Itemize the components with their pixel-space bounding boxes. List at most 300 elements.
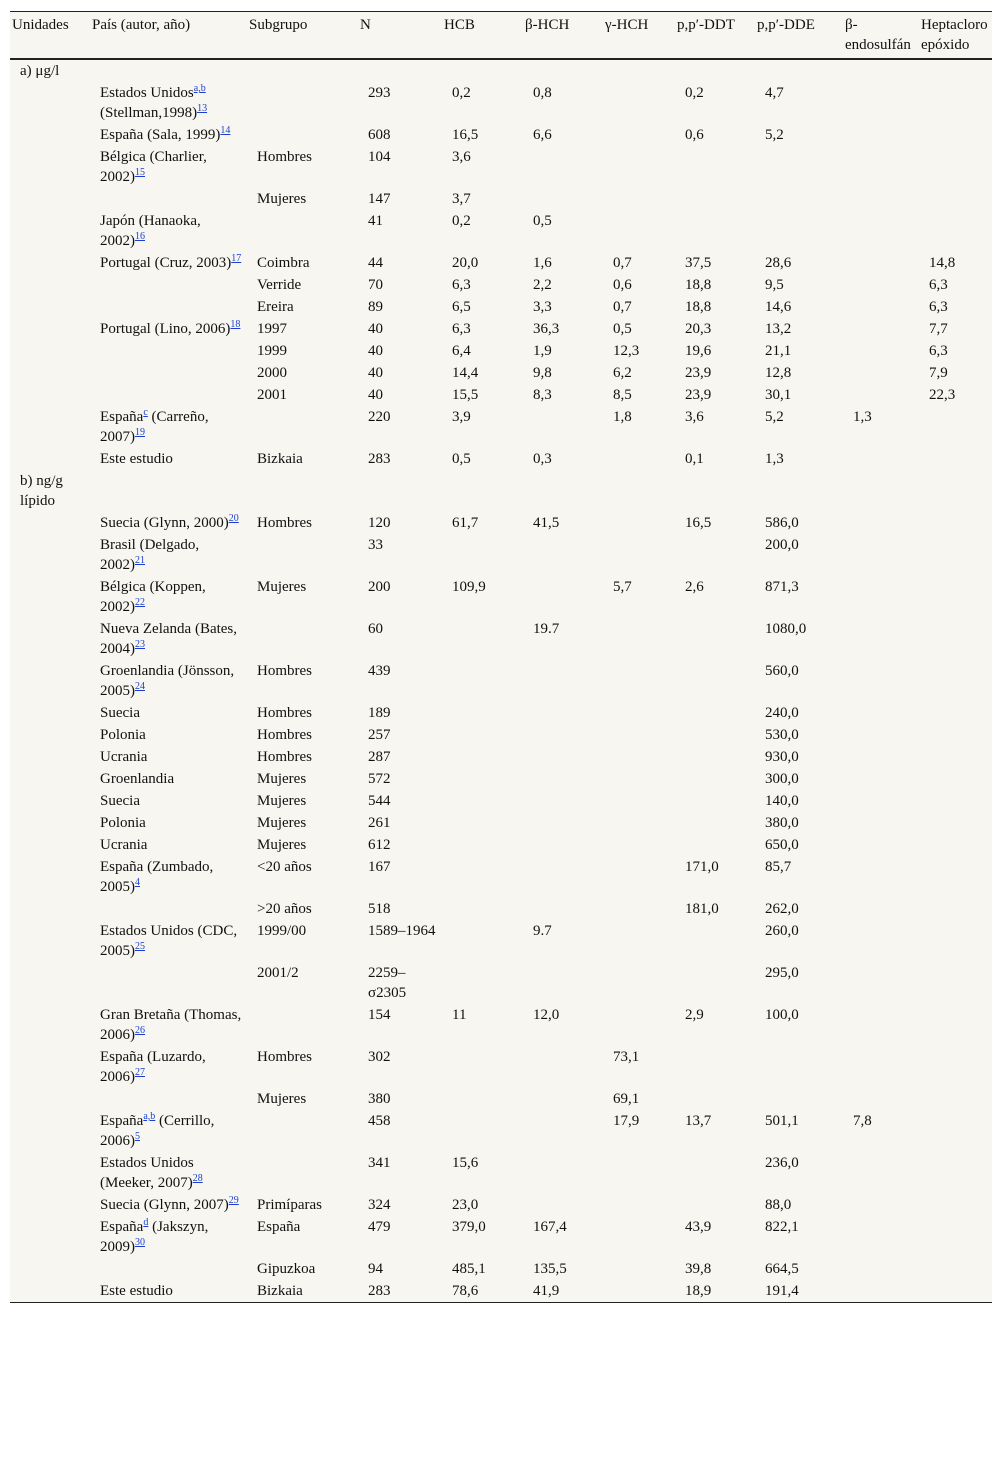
country-cell — [90, 82, 247, 124]
table-row — [10, 702, 992, 724]
subgroup-cell: 1999/00 — [257, 923, 307, 939]
ddt-cell — [675, 660, 755, 702]
ddt-cell — [675, 702, 755, 724]
dde-cell: 85,7 — [765, 859, 792, 875]
ddt-cell: 3,6 — [685, 409, 704, 425]
dde-cell — [755, 188, 843, 210]
ddt-cell: 19,6 — [685, 343, 712, 359]
heptacloro-cell — [919, 82, 992, 124]
subgroup-cell — [247, 406, 358, 448]
ddt-cell — [675, 724, 755, 746]
ddt-cell — [675, 920, 755, 962]
country-citation-text: (Stellman,1998) — [100, 105, 198, 121]
hcb-cell — [442, 660, 523, 702]
ddt-cell — [675, 210, 755, 252]
subgroup-cell — [247, 534, 358, 576]
country-cell — [90, 274, 247, 296]
bhch-cell — [523, 1046, 603, 1088]
country-text: España (Zumbado, 2005) — [100, 859, 214, 895]
unit-cell — [10, 1046, 90, 1088]
country-cell — [90, 898, 247, 920]
table-row — [10, 576, 992, 618]
bhch-cell: 0,3 — [533, 451, 552, 467]
country-cell — [90, 834, 247, 856]
table-row — [10, 318, 992, 340]
country-text: Brasil (Delgado, 2002) — [100, 537, 200, 573]
endosulfan-cell — [843, 274, 919, 296]
ghch-cell — [603, 812, 675, 834]
ghch-cell — [603, 856, 675, 898]
country-cell — [90, 790, 247, 812]
ddt-cell — [675, 1046, 755, 1088]
dde-cell: 5,2 — [765, 409, 784, 425]
dde-cell: 586,0 — [765, 515, 799, 531]
endosulfan-cell — [843, 296, 919, 318]
ddt-cell — [675, 790, 755, 812]
hcb-cell: 485,1 — [452, 1261, 486, 1277]
ghch-cell — [603, 59, 675, 82]
table-row — [10, 768, 992, 790]
hcb-cell — [442, 470, 523, 512]
data-table-container — [10, 11, 992, 1303]
country-cell — [90, 362, 247, 384]
dde-cell — [755, 59, 843, 82]
subgroup-cell: Mujeres — [257, 771, 307, 787]
endosulfan-cell — [843, 1088, 919, 1110]
ddt-cell — [675, 188, 755, 210]
hcb-cell — [442, 59, 523, 82]
reference-link[interactable]: 17 — [231, 253, 242, 264]
n-cell: 608 — [368, 127, 391, 143]
ghch-cell — [603, 1004, 675, 1046]
dde-cell: 236,0 — [765, 1155, 799, 1171]
country-cell — [90, 59, 247, 82]
ddt-cell: 18,9 — [685, 1283, 712, 1299]
heptacloro-cell: 6,3 — [929, 277, 948, 293]
reference-link[interactable]: 16 — [135, 231, 145, 242]
dde-cell: 28,6 — [765, 255, 792, 271]
unit-cell — [10, 702, 90, 724]
country-text: Bélgica (Charlier, 2002) — [100, 149, 207, 185]
subgroup-cell: Coimbra — [257, 255, 310, 271]
header-endosulfan: β-endosulfán — [845, 17, 911, 53]
table-row — [10, 210, 992, 252]
ddt-cell — [675, 768, 755, 790]
hcb-cell: 3,6 — [452, 149, 471, 165]
heptacloro-cell — [919, 576, 992, 618]
unit-cell — [10, 82, 90, 124]
reference-link[interactable]: 15 — [135, 167, 145, 178]
endosulfan-cell — [843, 660, 919, 702]
n-cell: 324 — [368, 1197, 391, 1213]
ddt-cell: 16,5 — [685, 515, 712, 531]
subgroup-cell: 1999 — [257, 343, 287, 359]
country-cell — [90, 1152, 247, 1194]
n-cell: 544 — [368, 793, 391, 809]
country-cell — [90, 512, 247, 534]
subgroup-cell: 1997 — [257, 321, 287, 337]
subgroup-cell: Hombres — [257, 663, 312, 679]
table-row — [10, 1194, 992, 1216]
country-cell — [90, 406, 247, 448]
reference-link[interactable]: 20 — [228, 513, 239, 524]
country-cell — [90, 1258, 247, 1280]
n-cell: 94 — [368, 1261, 383, 1277]
reference-link[interactable]: 25 — [135, 941, 145, 952]
ddt-cell — [675, 812, 755, 834]
ghch-cell: 1,8 — [613, 409, 632, 425]
subgroup-cell: Mujeres — [257, 793, 307, 809]
bhch-cell: 12,0 — [533, 1007, 560, 1023]
bhch-cell — [523, 768, 603, 790]
ddt-cell — [675, 1152, 755, 1194]
subgroup-cell: Bizkaia — [257, 1283, 303, 1299]
country-text: España — [100, 409, 144, 425]
table-row — [10, 1004, 992, 1046]
dde-cell: 300,0 — [765, 771, 799, 787]
reference-link[interactable]: 23 — [135, 639, 145, 650]
unit-cell — [10, 406, 90, 448]
reference-link[interactable]: 4 — [135, 877, 140, 888]
heptacloro-cell — [919, 210, 992, 252]
unit-cell — [10, 188, 90, 210]
dde-cell — [755, 146, 843, 188]
heptacloro-cell — [919, 534, 992, 576]
endosulfan-cell — [843, 1046, 919, 1088]
footnote-link[interactable]: c — [143, 407, 148, 418]
table-row — [10, 406, 992, 448]
dde-cell: 13,2 — [765, 321, 792, 337]
endosulfan-cell — [843, 512, 919, 534]
table-row — [10, 1152, 992, 1194]
endosulfan-cell — [843, 82, 919, 124]
unit-cell — [10, 296, 90, 318]
bhch-cell — [523, 534, 603, 576]
ghch-cell — [603, 512, 675, 534]
dde-cell: 200,0 — [765, 537, 799, 553]
heptacloro-cell — [919, 1152, 992, 1194]
ghch-cell — [603, 746, 675, 768]
ghch-cell — [603, 724, 675, 746]
header-unidades: Unidades — [12, 17, 69, 33]
n-cell: 261 — [368, 815, 391, 831]
endosulfan-cell — [843, 534, 919, 576]
hcb-cell — [442, 534, 523, 576]
hcb-cell: 61,7 — [452, 515, 479, 531]
endosulfan-cell: 1,3 — [853, 409, 872, 425]
country-cell — [90, 448, 247, 470]
table-row — [10, 834, 992, 856]
n-cell: 167 — [368, 859, 391, 875]
dde-cell: 501,1 — [765, 1113, 799, 1129]
unit-cell — [10, 660, 90, 702]
table-row — [10, 470, 992, 512]
dde-cell: 664,5 — [765, 1261, 799, 1277]
unit-cell — [10, 146, 90, 188]
heptacloro-cell — [919, 746, 992, 768]
heptacloro-cell — [919, 1258, 992, 1280]
header-dde: p,p′-DDE — [757, 17, 815, 33]
hcb-cell: 0,5 — [452, 451, 471, 467]
hcb-cell: 15,5 — [452, 387, 479, 403]
n-cell: 89 — [368, 299, 383, 315]
country-cell — [90, 1088, 247, 1110]
country-text: Estados Unidos (Meeker, 2007) — [100, 1155, 194, 1191]
bhch-cell — [523, 1088, 603, 1110]
heptacloro-cell: 7,9 — [929, 365, 948, 381]
subgroup-cell: Hombres — [257, 1049, 312, 1065]
unit-cell — [10, 318, 90, 340]
ghch-cell — [603, 660, 675, 702]
ghch-cell — [603, 790, 675, 812]
unit-cell — [10, 1216, 90, 1258]
country-text: Nueva Zelanda (Bates, 2004) — [100, 621, 238, 657]
country-cell — [90, 660, 247, 702]
table-row — [10, 618, 992, 660]
subgroup-cell: Mujeres — [257, 837, 307, 853]
bhch-cell: 135,5 — [533, 1261, 567, 1277]
dde-cell: 262,0 — [765, 901, 799, 917]
bhch-cell: 3,3 — [533, 299, 552, 315]
heptacloro-cell — [919, 146, 992, 188]
country-text: Estados Unidos — [100, 85, 194, 101]
table-row — [10, 534, 992, 576]
header-n: N — [360, 17, 371, 33]
ghch-cell — [603, 702, 675, 724]
unit-cell — [10, 1004, 90, 1046]
country-cell — [90, 576, 247, 618]
unit-cell: a) μg/l — [20, 63, 60, 79]
reference-link[interactable]: 19 — [135, 427, 145, 438]
heptacloro-cell — [919, 1216, 992, 1258]
bhch-cell: 8,3 — [533, 387, 552, 403]
table-body — [10, 59, 992, 1303]
country-cell — [90, 146, 247, 188]
subgroup-cell: Hombres — [257, 515, 312, 531]
ddt-cell: 2,6 — [685, 579, 704, 595]
unit-cell — [10, 1280, 90, 1303]
subgroup-cell: 2001 — [257, 387, 287, 403]
country-text: Polonia — [100, 727, 146, 743]
endosulfan-cell — [843, 962, 919, 1004]
n-cell: 220 — [368, 409, 391, 425]
hcb-cell — [442, 812, 523, 834]
n-cell: 154 — [368, 1007, 391, 1023]
table-row — [10, 962, 992, 1004]
dde-cell: 380,0 — [765, 815, 799, 831]
heptacloro-cell — [919, 448, 992, 470]
unit-cell — [10, 618, 90, 660]
table-row — [10, 898, 992, 920]
ghch-cell: 0,6 — [613, 277, 632, 293]
footnote-link[interactable]: d — [143, 1217, 149, 1228]
heptacloro-cell — [919, 962, 992, 1004]
table-row — [10, 1046, 992, 1088]
ghch-cell — [603, 448, 675, 470]
reference-link[interactable]: 29 — [228, 1195, 239, 1206]
subgroup-cell: Hombres — [257, 749, 312, 765]
dde-cell: 88,0 — [765, 1197, 792, 1213]
table-row — [10, 82, 992, 124]
hcb-cell: 0,2 — [452, 213, 471, 229]
country-cell — [90, 746, 247, 768]
country-text: Groenlandia — [100, 771, 175, 787]
hcb-cell — [442, 1088, 523, 1110]
bhch-cell: 9.7 — [533, 923, 552, 939]
reference-link[interactable]: 22 — [135, 597, 145, 608]
hcb-cell — [442, 768, 523, 790]
heptacloro-cell — [919, 702, 992, 724]
ddt-cell — [675, 1088, 755, 1110]
ddt-cell — [675, 834, 755, 856]
unit-cell — [10, 834, 90, 856]
ghch-cell: 5,7 — [613, 579, 632, 595]
unit-cell — [10, 576, 90, 618]
country-text: España (Luzardo, 2006) — [100, 1049, 206, 1085]
bhch-cell: 0,5 — [533, 213, 552, 229]
unit-cell — [10, 920, 90, 962]
dde-cell: 140,0 — [765, 793, 799, 809]
dde-cell: 191,4 — [765, 1283, 799, 1299]
reference-link[interactable]: 13 — [197, 103, 208, 114]
hcb-cell: 379,0 — [452, 1219, 486, 1235]
country-cell — [90, 124, 247, 146]
ghch-cell — [603, 1194, 675, 1216]
table-row — [10, 1088, 992, 1110]
bhch-cell — [523, 146, 603, 188]
n-cell: 341 — [368, 1155, 391, 1171]
unit-cell — [10, 1110, 90, 1152]
hcb-cell — [442, 1110, 523, 1152]
heptacloro-cell — [919, 1194, 992, 1216]
country-cell — [90, 534, 247, 576]
table-row — [10, 920, 992, 962]
reference-link[interactable]: 24 — [135, 681, 145, 692]
table-row — [10, 660, 992, 702]
ghch-cell — [603, 898, 675, 920]
reference-link[interactable]: 18 — [230, 319, 241, 330]
bhch-cell — [523, 812, 603, 834]
country-cell — [90, 188, 247, 210]
subgroup-cell: España — [257, 1219, 301, 1235]
subgroup-cell: Mujeres — [257, 579, 307, 595]
country-text: Ucrania — [100, 837, 148, 853]
endosulfan-cell — [843, 59, 919, 82]
endosulfan-cell — [843, 812, 919, 834]
country-cell — [90, 470, 247, 512]
hcb-cell: 6,5 — [452, 299, 471, 315]
hcb-cell — [442, 702, 523, 724]
heptacloro-cell — [919, 768, 992, 790]
ddt-cell: 23,9 — [685, 365, 712, 381]
heptacloro-cell — [919, 512, 992, 534]
reference-link[interactable]: 21 — [135, 555, 145, 566]
endosulfan-cell — [843, 834, 919, 856]
endosulfan-cell — [843, 898, 919, 920]
endosulfan-cell — [843, 1216, 919, 1258]
dde-cell: 4,7 — [765, 85, 784, 101]
bhch-cell — [523, 1194, 603, 1216]
reference-link[interactable]: 30 — [135, 1237, 145, 1248]
n-cell — [358, 470, 442, 512]
subgroup-cell: Mujeres — [257, 191, 307, 207]
reference-link[interactable]: 14 — [220, 125, 231, 136]
n-cell: 40 — [368, 321, 383, 337]
ddt-cell — [675, 618, 755, 660]
heptacloro-cell: 14,8 — [929, 255, 956, 271]
bhch-cell: 9,8 — [533, 365, 552, 381]
country-text: España — [100, 1113, 144, 1129]
n-cell: 283 — [368, 451, 391, 467]
bhch-cell — [523, 834, 603, 856]
ddt-cell: 23,9 — [685, 387, 712, 403]
endosulfan-cell — [843, 746, 919, 768]
n-cell: 380 — [368, 1091, 391, 1107]
endosulfan-cell — [843, 618, 919, 660]
ghch-cell — [603, 470, 675, 512]
subgroup-cell — [247, 59, 358, 82]
footnote-link[interactable]: a,b — [193, 83, 206, 94]
country-cell — [90, 724, 247, 746]
heptacloro-cell — [919, 188, 992, 210]
header-bhch: β-HCH — [525, 17, 570, 33]
reference-link[interactable]: 5 — [135, 1131, 140, 1142]
bhch-cell — [523, 790, 603, 812]
footnote-link[interactable]: a,b — [143, 1111, 156, 1122]
table-row — [10, 362, 992, 384]
dde-cell: 930,0 — [765, 749, 799, 765]
reference-link[interactable]: 28 — [192, 1173, 203, 1184]
dde-cell: 260,0 — [765, 923, 799, 939]
bhch-cell: 167,4 — [533, 1219, 567, 1235]
heptacloro-cell — [919, 1280, 992, 1303]
subgroup-cell — [247, 618, 358, 660]
endosulfan-cell — [843, 790, 919, 812]
reference-link[interactable]: 26 — [135, 1025, 145, 1036]
endosulfan-cell — [843, 146, 919, 188]
hcb-cell: 109,9 — [452, 579, 486, 595]
table-row — [10, 384, 992, 406]
ddt-cell — [675, 59, 755, 82]
subgroup-cell: 2000 — [257, 365, 287, 381]
table-row — [10, 252, 992, 274]
country-text: Este estudio — [100, 451, 173, 467]
ddt-cell — [675, 1194, 755, 1216]
unit-cell — [10, 448, 90, 470]
ddt-cell: 171,0 — [685, 859, 719, 875]
heptacloro-cell — [919, 1110, 992, 1152]
table-row — [10, 790, 992, 812]
n-cell: 2259–σ2305 — [368, 965, 407, 1001]
reference-link[interactable]: 27 — [135, 1067, 145, 1078]
n-cell: 479 — [368, 1219, 391, 1235]
table-row — [10, 296, 992, 318]
n-cell: 40 — [368, 343, 383, 359]
unit-cell — [10, 790, 90, 812]
subgroup-cell — [247, 1152, 358, 1194]
country-text: Groenlandia (Jönsson, 2005) — [100, 663, 235, 699]
bhch-cell — [523, 59, 603, 82]
dde-cell — [755, 210, 843, 252]
subgroup-cell: Hombres — [257, 149, 312, 165]
header-subgrupo: Subgrupo — [249, 17, 308, 33]
heptacloro-cell — [919, 790, 992, 812]
dde-cell: 1,3 — [765, 451, 784, 467]
n-cell: 518 — [368, 901, 391, 917]
table-row — [10, 274, 992, 296]
n-cell: 257 — [368, 727, 391, 743]
hcb-cell — [442, 856, 523, 898]
